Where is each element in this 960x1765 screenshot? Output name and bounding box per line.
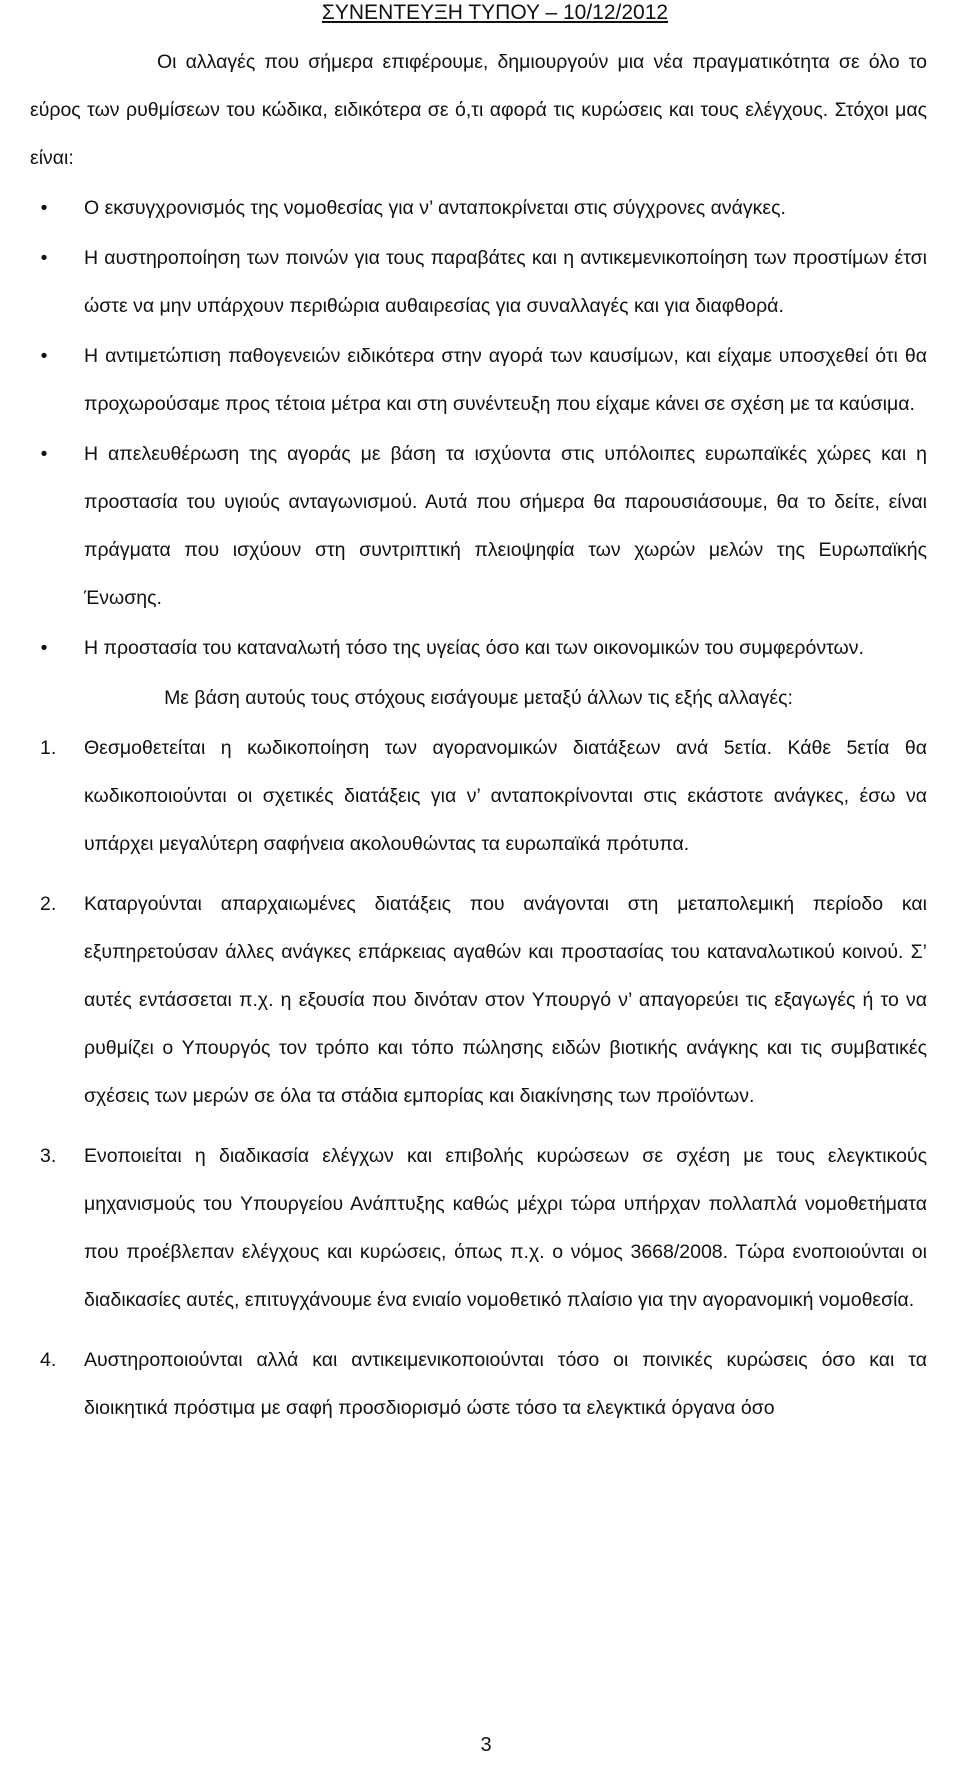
changes-lead-sentence: Με βάση αυτούς τους στόχους εισάγουμε μεταξύ άλλων τις εξής αλλαγές: <box>164 687 793 709</box>
press-conference-header: ΣΥΝΕΝΤΕΥΞΗ ΤΥΠΟΥ – 10/12/2012 <box>321 1 669 24</box>
change-item <box>30 1336 927 1432</box>
change-item <box>30 724 927 868</box>
item-number: 3. <box>40 1145 57 1167</box>
bullet-icon: • <box>40 637 48 659</box>
goal-text: Η αυστηροποίηση των ποινών για τους παραβάτες και η αντικεμενικοποίηση των προστίμων έτσι ώστε να μην υπάρχουν περιθώρια αυθαιρεσίας για συναλλαγές και για διαφθορά. <box>84 247 927 317</box>
bullet-icon: • <box>40 345 48 367</box>
goal-text: Η αντιμετώπιση παθογενειών ειδικότερα στην αγορά των καυσίμων, και είχαμε υποσχεθεί ότι θα προχωρούσαμε προς τέτοια μέτρα και στη συνέντευξη που είχαμε κάνει σε σχέση με τα καύσιμα. <box>84 345 927 415</box>
intro-paragraph: Οι αλλαγές που σήμερα επιφέρουμε, δημιουργούν μια νέα πραγματικότητα σε όλο το εύρος των ρυθμίσεων του κώδικα, ειδικότερα σε ό,τι αφορά τις κυρώσεις και τους ελέγχους. Στόχοι μας είναι: <box>30 51 927 169</box>
goal-item <box>30 184 927 232</box>
change-item <box>30 880 927 1120</box>
goal-text: Η προστασία του καταναλωτή τόσο της υγείας όσο και των οικονομικών του συμφερόντων. <box>84 637 864 659</box>
item-number: 1. <box>40 737 57 759</box>
changes-list <box>30 724 927 1432</box>
page-number: 3 <box>480 1734 492 1756</box>
item-number: 4. <box>40 1349 57 1371</box>
change-text: Θεσμοθετείται η κωδικοποίηση των αγορανομικών διατάξεων ανά 5ετία. Κάθε 5ετία θα κωδικοποιούνται οι σχετικές διατάξεις για ν’ ανταποκρίνονται στις εκάστοτε ανάγκες, έσω να υπάρχει μεγαλύτερη σαφήνεια ακολουθώντας τα ευρωπαϊκά πρότυπα. <box>84 737 927 855</box>
change-item <box>30 1132 927 1324</box>
document-body <box>30 38 927 1432</box>
goal-text: Η απελευθέρωση της αγοράς με βάση τα ισχύοντα στις υπόλοιπες ευρωπαϊκές χώρες και η προστασία του υγιούς ανταγωνισμού. Αυτά που σήμερα θα παρουσιάσουμε, θα το δείτε, είναι πράγματα που ισχύουν στη συντριπτική πλειοψηφία των χωρών μελών της Ευρωπαϊκής Ένωσης. <box>84 443 927 609</box>
goal-item <box>30 234 927 330</box>
change-text: Αυστηροποιούνται αλλά και αντικειμενικοποιούνται τόσο οι ποινικές κυρώσεις όσο και τα διοικητικά πρόστιμα με σαφή προσδιορισμό ώστε τόσο τα ελεγκτικά όργανα όσο <box>84 1349 927 1419</box>
goals-list <box>30 184 927 672</box>
bullet-icon: • <box>40 247 48 269</box>
goal-item <box>30 624 927 672</box>
bullet-icon: • <box>40 197 48 219</box>
goal-item <box>30 332 927 428</box>
bullet-icon: • <box>40 443 48 465</box>
change-text: Ενοποιείται η διαδικασία ελέγχων και επιβολής κυρώσεων σε σχέση με τους ελεγκτικούς μηχανισμούς του Υπουργείου Ανάπτυξης καθώς μέχρι τώρα υπήρχαν πολλαπλά νομοθετήματα που προέβλεπαν ελέγχους και κυρώσεις, όπως π.χ. ο νόμος 3668/2008. Τώρα ενοποιούνται οι διαδικασίες αυτές, επιτυγχάνουμε ένα ενιαίο νομοθετικό πλαίσιο για την αγορανομική νομοθεσία. <box>84 1145 927 1311</box>
goal-item <box>30 430 927 622</box>
change-text: Καταργούνται απαρχαιωμένες διατάξεις που ανάγονται στη μεταπολεμική περίοδο και εξυπηρετούσαν άλλες ανάγκες επάρκειας αγαθών και προστασίας του καταναλωτικού κοινού. Σ’ αυτές εντάσσεται π.χ. η εξουσία που δινόταν στον Υπουργό ν’ απαγορεύει τις εξαγωγές ή το να ρυθμίζει ο Υπουργός τον τρόπο και τόπο πώλησης ειδών βιοτικής ανάγκης και τις συμβατικές σχέσεις των μερών σε όλα τα στάδια εμπορίας και διακίνησης των προϊόντων. <box>84 893 927 1107</box>
goal-text: Ο εκσυγχρονισμός της νομοθεσίας για ν’ ανταποκρίνεται στις σύγχρονες ανάγκες. <box>84 197 786 219</box>
item-number: 2. <box>40 893 57 915</box>
